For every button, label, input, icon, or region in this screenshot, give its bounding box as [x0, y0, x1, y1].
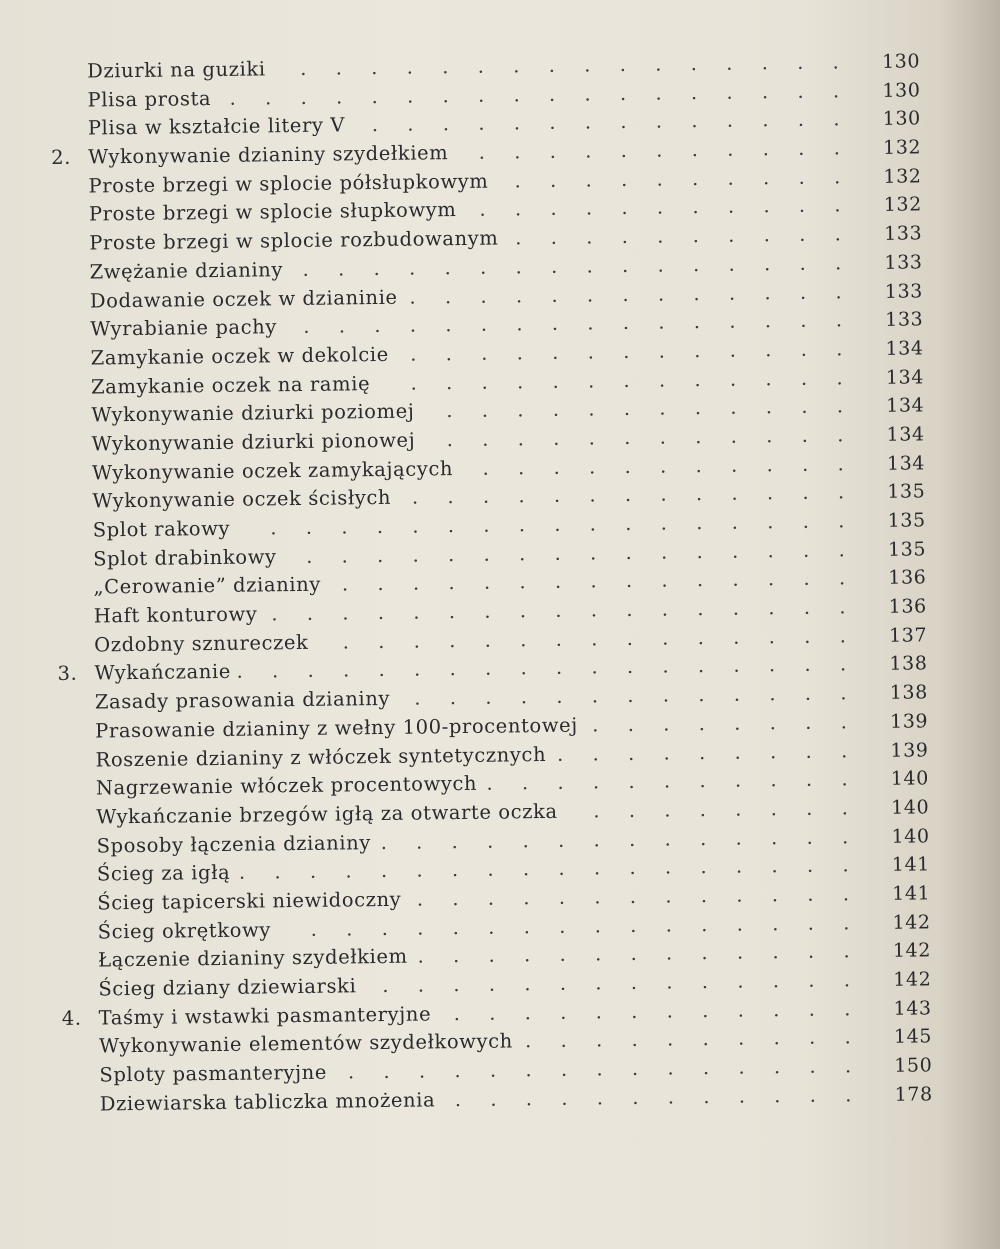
page-number: 178	[894, 1083, 933, 1106]
dot-leader: . . . . . . . . . . . . .	[414, 681, 847, 710]
entry-title: Plisa prosta	[87, 86, 212, 112]
page-number: 136	[888, 595, 927, 618]
dot-leader: . . . . . . . . . . . . . . . . .	[271, 595, 846, 626]
dot-leader: . . . . . . . . . . . . .	[416, 882, 850, 911]
dot-leader: . . . . . . . . . . . . . . . .	[300, 50, 839, 80]
page-number: 132	[883, 165, 922, 188]
dot-leader: . . . . . . . . . . . . .	[410, 337, 843, 366]
entry-title: Taśmy i wstawki pasmanteryjne	[98, 1002, 432, 1030]
page-number: 141	[891, 853, 931, 877]
entry-title: Wyrabianie pachy	[90, 315, 278, 341]
dot-leader: . . . . . . . . . . . . . . . .	[302, 251, 842, 281]
entry-title: Splot rakowy	[92, 516, 231, 542]
entry-title: „Cerowanie” dzianiny	[93, 573, 322, 599]
dot-leader: . . . . . . . . . . . . . . .	[341, 566, 846, 596]
dot-leader: . . . . . . . . . . . . .	[411, 480, 845, 509]
entry-title: Sploty pasmanteryjne	[99, 1060, 328, 1087]
dot-leader: . . . . . . . . . . . . . . . . .	[270, 509, 845, 540]
dot-leader: . . . . . . . .	[593, 796, 849, 823]
dot-leader: . . . . . . . . . . .	[486, 767, 848, 795]
page-number: 142	[893, 968, 932, 991]
dot-leader: . . . . . . . . . . . . . . .	[347, 1054, 852, 1084]
page-number: 133	[885, 308, 924, 332]
entry-title: Łączenie dzianiny szydełkiem	[97, 945, 408, 972]
dot-leader: . . . . . . . . . . . . . . . . . .	[238, 853, 849, 885]
page-number: 142	[892, 910, 931, 934]
entry-title: Zwężanie dzianiny	[89, 257, 284, 284]
entry-title: Wykonywanie oczek ścisłych	[92, 486, 392, 513]
page-number: 130	[882, 107, 921, 131]
page-number: 134	[885, 337, 924, 360]
page-number: 134	[886, 423, 925, 446]
page-number: 138	[889, 681, 928, 704]
entry-title: Zasady prasowania dzianiny	[94, 687, 391, 714]
page-number: 132	[882, 136, 922, 159]
page-number: 135	[887, 480, 926, 504]
entry-title: Wykonywanie dziurki pionowej	[91, 428, 416, 456]
dot-leader: . . . . . . . . . . . . . . . .	[303, 308, 843, 339]
page-number: 141	[892, 882, 931, 905]
entry-title: Zamykanie oczek w dekolcie	[90, 342, 389, 370]
entry-title: Proste brzegi w splocie słupkowym	[88, 198, 457, 226]
page-number: 140	[890, 767, 930, 790]
section-number: 3.	[57, 662, 78, 686]
dot-leader: . . . . . . . . . . . . . .	[380, 824, 849, 854]
dot-leader: . . . . . . . . . . . . . .	[371, 107, 840, 137]
dot-leader: . . . . . . . . . . . . .	[410, 365, 843, 395]
entry-title: Haft konturowy	[93, 602, 258, 628]
dot-leader: . . . . . . . . . . . .	[446, 423, 844, 452]
entry-title: Wykonywanie dziurki poziomej	[91, 399, 415, 427]
page-number: 145	[893, 1025, 933, 1049]
entry-title: Dziurki na guziki	[87, 57, 266, 83]
dot-leader: . . . . . . . .	[592, 710, 848, 737]
dot-leader: . . . . . . . . . . . . . .	[382, 968, 851, 998]
entry-title: Dziewiarska tabliczka mnożenia	[99, 1088, 436, 1116]
page-number: 133	[884, 279, 924, 303]
entry-title: Ścieg dziany dziewiarski	[98, 974, 357, 1001]
dot-leader: . . . . . . . . . . . . .	[417, 939, 850, 968]
page-number: 130	[881, 50, 921, 73]
entry-title: Wykańczanie brzegów igłą za otwarte oczka	[96, 799, 558, 829]
entry-title: Ozdobny sznureczek	[94, 630, 309, 657]
entry-title: Plisa w kształcie litery V	[87, 113, 346, 140]
page-number: 140	[891, 796, 930, 819]
page-number: 136	[888, 566, 927, 590]
page-number: 132	[883, 193, 922, 217]
entry-title: Wykonywanie dzianiny szydełkiem	[88, 141, 449, 169]
dot-leader: . . . . . . . . . . .	[479, 193, 841, 222]
dot-leader: . . . . . . . . . . . .	[446, 394, 844, 423]
entry-title: Wykonywanie elementów szydełkowych	[98, 1029, 513, 1058]
entry-title: Wykańczanie	[94, 660, 232, 685]
page-number: 135	[887, 538, 927, 561]
table-of-contents	[50, 47, 933, 1119]
entry-title: Ścieg okrętkowy	[97, 917, 272, 944]
entry-title: Roszenie dzianiny z włóczek syntetycznych	[95, 742, 547, 771]
page-number: 139	[889, 710, 929, 733]
dot-leader: . . . . . . . . . . . . . . . .	[310, 910, 850, 941]
entry-title: Nagrzewanie włóczek procentowych	[95, 772, 478, 800]
entry-title: Ścieg tapicerski niewidoczny	[97, 887, 402, 915]
entry-title: Proste brzegi w splocie półsłupkowym	[88, 169, 489, 198]
dot-leader: . . . . . . . . . . .	[478, 136, 841, 164]
page-number: 137	[888, 624, 928, 647]
entry-title: Prasowanie dzianiny z wełny 100-procentowej	[95, 713, 579, 743]
page-number: 138	[889, 652, 928, 676]
entry-title: Splot drabinkowy	[92, 544, 277, 571]
entry-title: Dodawanie oczek w dzianinie	[89, 285, 398, 313]
page-number: 130	[882, 79, 921, 102]
dot-leader: . . . . . . . . . . . . . . . .	[305, 538, 845, 568]
page-number: 139	[890, 738, 929, 762]
dot-leader: . . . . . . . . . . . . . . . . . .	[236, 652, 847, 684]
page-number: 133	[884, 251, 923, 274]
dot-leader: . . . . . . . . . . . . . . . . . .	[229, 79, 840, 110]
section-number: 2.	[51, 145, 72, 170]
section-number: 4.	[61, 1006, 82, 1030]
page-number: 142	[892, 939, 932, 963]
dot-leader: . . . . . . . . . .	[524, 1025, 851, 1053]
dot-leader: . . . . . . . . . . . . .	[409, 279, 842, 309]
entry-title: Ścieg za igłą	[96, 861, 231, 886]
dot-leader: . . . . . . . . . . . .	[454, 1083, 852, 1111]
page-number: 150	[894, 1054, 933, 1077]
dot-leader: . . . . . . . . . . . . . . .	[342, 624, 846, 654]
page-number: 140	[891, 824, 930, 848]
dot-leader: . . . . . . . . . .	[515, 222, 842, 250]
entry-title: Zamykanie oczek na ramię	[90, 371, 371, 399]
entry-title: Sposoby łączenia dzianiny	[96, 830, 372, 858]
dot-leader: . . . . . . . . . . . .	[453, 996, 851, 1025]
entry-title: Proste brzegi w splocie rozbudowanym	[89, 226, 499, 255]
page-number: 135	[887, 509, 926, 532]
page-number: 134	[886, 394, 925, 418]
entry-title: Wykonywanie oczek zamykających	[91, 456, 454, 485]
page-number: 143	[893, 996, 932, 1020]
dot-leader: . . . . . . . . . . .	[482, 451, 844, 480]
page-number: 133	[883, 222, 923, 245]
page-number: 134	[885, 365, 925, 389]
page-number: 134	[886, 451, 926, 475]
dot-leader: . . . . . . . . . .	[514, 165, 841, 193]
dot-leader: . . . . . . . . .	[556, 738, 848, 766]
